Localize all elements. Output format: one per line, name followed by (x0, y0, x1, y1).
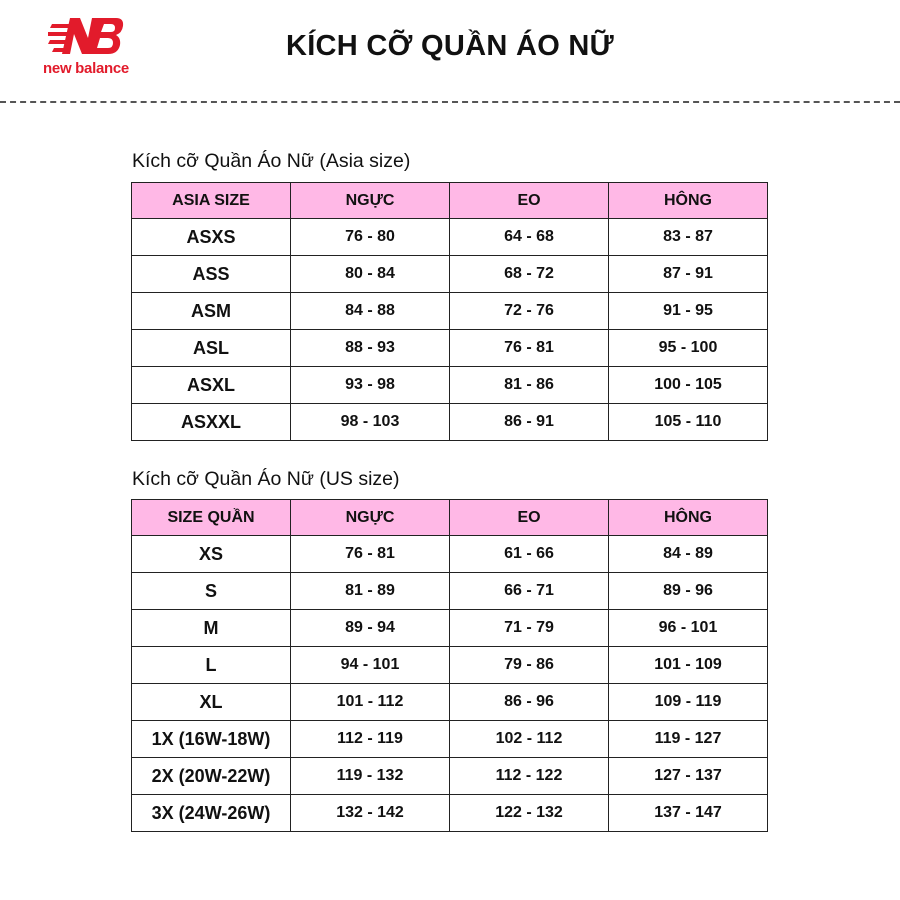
waist-cell: 112 - 122 (450, 758, 609, 795)
chest-cell: 76 - 80 (291, 219, 450, 256)
table-row (132, 536, 768, 573)
table-row (132, 795, 768, 832)
size-cell: ASXS (132, 219, 291, 256)
hip-cell: 101 - 109 (609, 647, 768, 684)
chest-cell: 88 - 93 (291, 330, 450, 367)
table-row (132, 219, 768, 256)
waist-cell: 79 - 86 (450, 647, 609, 684)
hip-cell: 83 - 87 (609, 219, 768, 256)
waist-cell: 81 - 86 (450, 367, 609, 404)
hip-cell: 137 - 147 (609, 795, 768, 832)
column-header-chest: NGỰC (291, 183, 450, 219)
column-header-chest: NGỰC (291, 500, 450, 536)
size-cell: ASXL (132, 367, 291, 404)
size-cell: 1X (16W-18W) (132, 721, 291, 758)
hip-cell: 119 - 127 (609, 721, 768, 758)
waist-cell: 66 - 71 (450, 573, 609, 610)
hip-cell: 100 - 105 (609, 367, 768, 404)
hip-cell: 127 - 137 (609, 758, 768, 795)
table-row (132, 684, 768, 721)
chest-cell: 80 - 84 (291, 256, 450, 293)
hip-cell: 89 - 96 (609, 573, 768, 610)
chest-cell: 101 - 112 (291, 684, 450, 721)
column-header-waist: EO (450, 183, 609, 219)
chest-cell: 89 - 94 (291, 610, 450, 647)
waist-cell: 68 - 72 (450, 256, 609, 293)
waist-cell: 86 - 96 (450, 684, 609, 721)
hip-cell: 91 - 95 (609, 293, 768, 330)
chest-cell: 132 - 142 (291, 795, 450, 832)
us-section-title: Kích cỡ Quần Áo Nữ (US size) (132, 468, 400, 490)
table-header-row (132, 183, 768, 219)
asia-section-title: Kích cỡ Quần Áo Nữ (Asia size) (132, 150, 411, 172)
hip-cell: 87 - 91 (609, 256, 768, 293)
size-cell: XL (132, 684, 291, 721)
chest-cell: 93 - 98 (291, 367, 450, 404)
table-row (132, 367, 768, 404)
column-header-size: SIZE QUẦN (132, 500, 291, 536)
waist-cell: 86 - 91 (450, 404, 609, 441)
hip-cell: 84 - 89 (609, 536, 768, 573)
waist-cell: 122 - 132 (450, 795, 609, 832)
size-cell: ASS (132, 256, 291, 293)
page-title: KÍCH CỠ QUẦN ÁO NỮ (285, 30, 615, 62)
table-header-row (132, 500, 768, 536)
hip-cell: 109 - 119 (609, 684, 768, 721)
size-cell: 2X (20W-22W) (132, 758, 291, 795)
waist-cell: 61 - 66 (450, 536, 609, 573)
waist-cell: 76 - 81 (450, 330, 609, 367)
chest-cell: 76 - 81 (291, 536, 450, 573)
column-header-hip: HÔNG (609, 500, 768, 536)
size-cell: ASL (132, 330, 291, 367)
us-size-table (131, 499, 768, 832)
table-row (132, 293, 768, 330)
chest-cell: 94 - 101 (291, 647, 450, 684)
chest-cell: 98 - 103 (291, 404, 450, 441)
table-row (132, 404, 768, 441)
new-balance-nb-icon (48, 14, 124, 58)
size-cell: ASM (132, 293, 291, 330)
brand-wordmark: new balance (43, 60, 129, 77)
size-cell: L (132, 647, 291, 684)
size-cell: ASXXL (132, 404, 291, 441)
table-row (132, 758, 768, 795)
waist-cell: 72 - 76 (450, 293, 609, 330)
dashed-divider (0, 101, 900, 103)
hip-cell: 95 - 100 (609, 330, 768, 367)
size-cell: M (132, 610, 291, 647)
size-cell: 3X (24W-26W) (132, 795, 291, 832)
hip-cell: 105 - 110 (609, 404, 768, 441)
chest-cell: 81 - 89 (291, 573, 450, 610)
size-cell: S (132, 573, 291, 610)
size-cell: XS (132, 536, 291, 573)
hip-cell: 96 - 101 (609, 610, 768, 647)
column-header-size: ASIA SIZE (132, 183, 291, 219)
table-row (132, 330, 768, 367)
waist-cell: 64 - 68 (450, 219, 609, 256)
brand-logo (30, 14, 142, 80)
chest-cell: 112 - 119 (291, 721, 450, 758)
column-header-waist: EO (450, 500, 609, 536)
chest-cell: 84 - 88 (291, 293, 450, 330)
table-row (132, 573, 768, 610)
table-row (132, 647, 768, 684)
asia-size-table (131, 182, 768, 441)
chest-cell: 119 - 132 (291, 758, 450, 795)
waist-cell: 71 - 79 (450, 610, 609, 647)
table-row (132, 721, 768, 758)
waist-cell: 102 - 112 (450, 721, 609, 758)
table-row (132, 610, 768, 647)
table-row (132, 256, 768, 293)
column-header-hip: HÔNG (609, 183, 768, 219)
